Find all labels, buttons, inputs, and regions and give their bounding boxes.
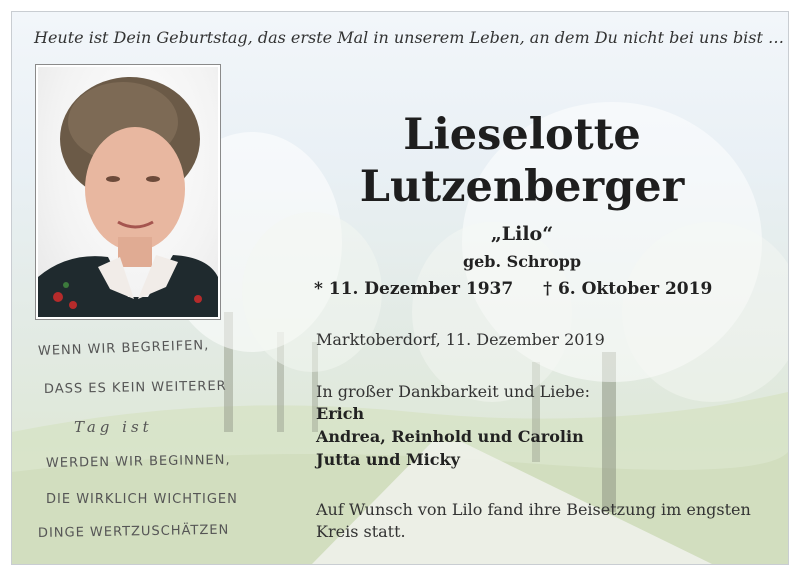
- portrait-photo: [38, 67, 218, 317]
- place-and-date: Marktoberdorf, 11. Dezember 2019: [316, 330, 605, 349]
- mourner-name: Erich: [316, 404, 365, 423]
- poem-line: DIE WIRKLICH WICHTIGEN: [46, 492, 238, 507]
- mourners-intro: In großer Dankbarkeit und Liebe:: [316, 382, 590, 401]
- poem-line: WENN WIR BEGREIFEN,: [37, 338, 210, 359]
- poem-line: DINGE WERTZUSCHÄTZEN: [37, 522, 230, 541]
- birth-name: geb. Schropp: [462, 252, 582, 271]
- nickname: „Lilo“: [490, 223, 554, 245]
- portrait-photo-frame: [35, 64, 221, 320]
- life-dates: [314, 279, 712, 299]
- handwritten-poem: [34, 330, 264, 550]
- poem-line: DASS ES KEIN WEITERER: [43, 378, 227, 397]
- mourner-name: Jutta und Micky: [316, 450, 460, 469]
- death-date: † 6. Oktober 2019: [543, 279, 713, 299]
- obituary-card: [11, 11, 789, 565]
- portrait-illustration: [38, 67, 218, 317]
- header-quote: Heute ist Dein Geburtstag, das erste Mal in unserem Leben, an dem Du nicht bei uns bist …: [34, 28, 785, 47]
- first-name: Lieselotte: [403, 110, 641, 160]
- poem-line: WERDEN WIR BEGINNEN,: [45, 452, 231, 471]
- poem-line: Tag ist: [74, 418, 153, 436]
- last-name: Lutzenberger: [359, 162, 685, 212]
- burial-notice-line: Kreis statt.: [316, 522, 406, 541]
- birth-date: * 11. Dezember 1937: [314, 279, 514, 299]
- burial-notice-line: Auf Wunsch von Lilo fand ihre Beisetzung im engsten: [316, 500, 751, 519]
- mourner-name: Andrea, Reinhold und Carolin: [316, 427, 584, 446]
